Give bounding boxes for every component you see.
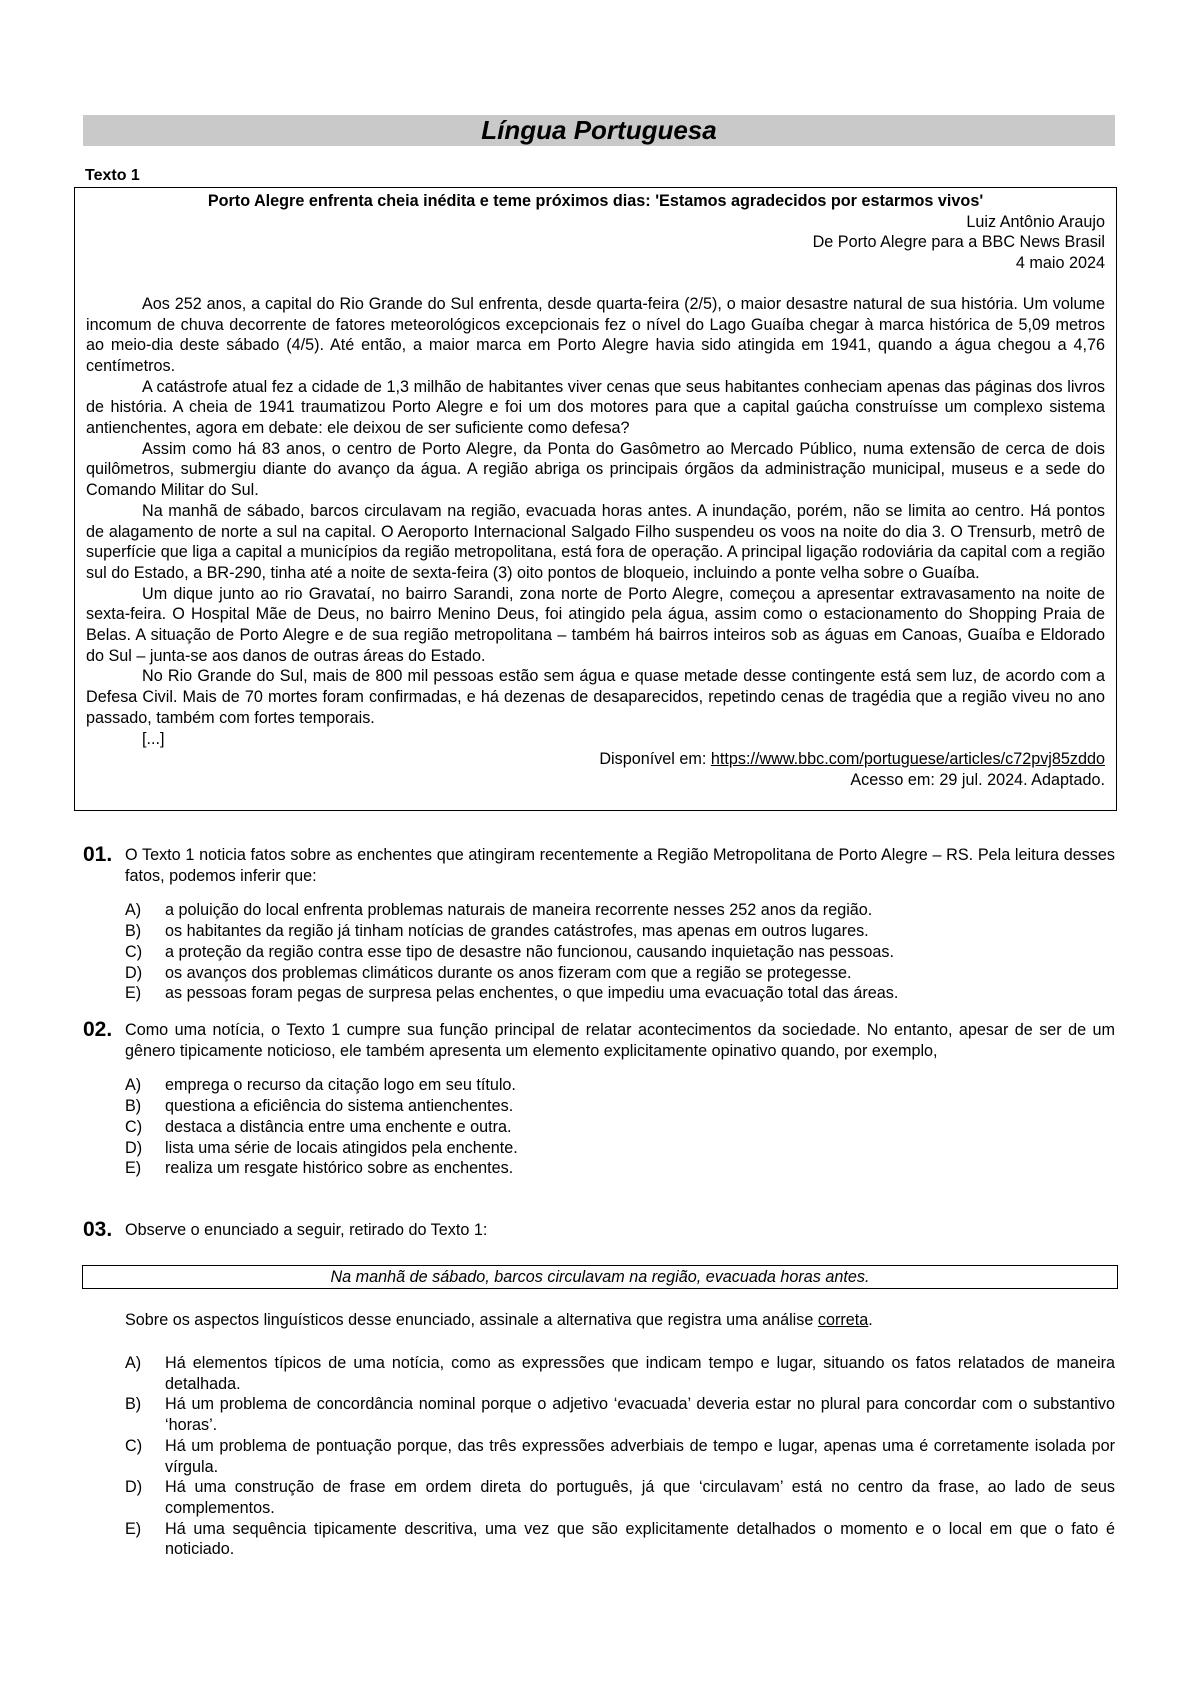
option-letter: B) (125, 922, 142, 941)
options-list (125, 900, 1115, 1004)
option-text: a proteção da região contra esse tipo de desastre não funcionou, causando inquietação nas pessoas. (165, 942, 894, 961)
question-statement: O Texto 1 noticia fatos sobre as enchentes que atingiram recentemente a Região Metropolitana de Porto Alegre – RS. Pela leitura desses fatos, podemos inferir que: (125, 846, 1115, 885)
option-text: as pessoas foram pegas de surpresa pelas enchentes, o que impediu uma evacuação total das áreas. (165, 984, 899, 1003)
option-a[interactable] (125, 900, 1115, 921)
article-box (74, 187, 1117, 811)
article-paragraph: No Rio Grande do Sul, mais de 800 mil pessoas estão sem água e quase metade desse contingente está sem luz, de acordo com a Defesa Civil. Mais de 70 mortes foram confirmadas, e há dezenas de desaparecidos, repetindo cenas de tragédia que a região viveu no ano passado, também com fortes temporais. (86, 667, 1105, 727)
article-access: Acesso em: 29 jul. 2024. Adaptado. (850, 770, 1105, 789)
options-list (125, 1075, 1115, 1179)
option-letter: A) (125, 1076, 142, 1095)
option-text: Há um problema de pontuação porque, das três expressões adverbiais de tempo e lugar, apenas uma é corretamente isolada por vírgula. (165, 1436, 1115, 1476)
question-03 (83, 1220, 1115, 1241)
option-letter: D) (125, 1138, 143, 1157)
option-text: Há um problema de concordância nominal porque o adjetivo ‘evacuada’ deveria estar no plural para concordar com o substantivo ‘horas’. (165, 1395, 1115, 1435)
question-statement: Observe o enunciado a seguir, retirado do Texto 1: (125, 1221, 488, 1239)
article-date: 4 maio 2024 (1015, 254, 1105, 273)
article-paragraph: A catástrofe atual fez a cidade de 1,3 milhão de habitantes viver cenas que seus habitantes conheciam apenas das páginas dos livros de história. A cheia de 1941 traumatizou Porto Alegre e foi um dos motores para que a capital gaúcha construísse um complexo sistema antienchentes, agora em debate: ele deixou de ser suficiente como defesa? (86, 377, 1105, 438)
option-b[interactable] (125, 921, 1115, 942)
option-text: emprega o recurso da citação logo em seu título. (165, 1076, 516, 1095)
question-number: 02. (83, 1018, 113, 1041)
option-letter: D) (125, 963, 143, 982)
option-e[interactable] (125, 1158, 1115, 1179)
instruction-emphasis: correta (817, 1311, 869, 1329)
section-title: Língua Portuguesa (83, 115, 1115, 146)
option-e[interactable] (125, 983, 1115, 1004)
question-statement: Como uma notícia, o Texto 1 cumpre sua função principal de relatar acontecimentos da sociedade. No entanto, apesar de ser de um gênero tipicamente noticioso, ele também apresenta um elemento explicitamente opinativo quando, por exemplo, (125, 1021, 1115, 1060)
option-text: realiza um resgate histórico sobre as enchentes. (165, 1159, 514, 1178)
question-number: 03. (83, 1218, 113, 1241)
option-d[interactable] (125, 963, 1115, 984)
article-ellipsis: [...] (142, 729, 165, 748)
article-author: Luiz Antônio Araujo (966, 212, 1105, 231)
option-letter: A) (125, 901, 142, 920)
option-text: lista uma série de locais atingidos pela enchente. (165, 1138, 518, 1157)
option-b[interactable] (125, 1096, 1115, 1117)
article-title: Porto Alegre enfrenta cheia inédita e teme próximos dias: 'Estamos agradecidos por estarmos vivos' (207, 192, 984, 210)
option-d[interactable] (125, 1138, 1115, 1159)
article-paragraph: Assim como há 83 anos, o centro de Porto Alegre, da Ponta do Gasômetro ao Mercado Público, numa extensão de cerca de dois quilômetros, submergiu diante do avanço da água. A região abriga os principais órgãos da administração municipal, museus e a sede do Comando Militar do Sul. (86, 439, 1105, 500)
option-text: os habitantes da região já tinham notícias de grandes catástrofes, mas apenas em outros lugares. (165, 922, 869, 941)
instruction-suffix: . (868, 1311, 873, 1329)
option-letter: C) (125, 1117, 143, 1136)
option-letter: C) (125, 942, 143, 961)
quote-box: Na manhã de sábado, barcos circulavam na região, evacuada horas antes. (82, 1265, 1118, 1289)
option-d[interactable] (125, 1477, 1115, 1518)
question-02 (83, 1020, 1115, 1179)
option-letter: B) (125, 1395, 142, 1414)
option-text: a poluição do local enfrenta problemas naturais de maneira recorrente nesses 252 anos da região. (165, 901, 873, 920)
option-b[interactable] (125, 1394, 1115, 1435)
option-text: Há uma construção de frase em ordem direta do português, já que ‘circulavam’ está no centro da frase, ao lado de seus complementos. (165, 1478, 1115, 1517)
source-prefix: Disponível em: (599, 750, 711, 769)
option-letter: A) (125, 1354, 142, 1372)
question-01 (83, 845, 1115, 1004)
option-letter: B) (125, 1097, 142, 1116)
option-c[interactable] (125, 1436, 1115, 1477)
option-text: Há uma sequência tipicamente descritiva, uma vez que são explicitamente detalhados o momento e o local em que o fato é noticiado. (165, 1519, 1115, 1559)
option-c[interactable] (125, 942, 1115, 963)
source-link[interactable]: https://www.bbc.com/portuguese/articles/c72pvj85zddo (710, 750, 1105, 769)
option-a[interactable] (125, 1353, 1115, 1394)
option-text: questiona a eficiência do sistema antienchentes. (165, 1097, 514, 1116)
option-letter: E) (125, 984, 142, 1003)
option-c[interactable] (125, 1117, 1115, 1138)
article-paragraph: Na manhã de sábado, barcos circulavam na região, evacuada horas antes. A inundação, porém, não se limita ao centro. Há pontos de alagamento de norte a sul na capital. O Aeroporto Internacional Salgado Filho suspendeu os voos na noite do dia 3. O Trensurb, metrô de superfície que liga a capital a municípios da região metropolitana, está fora de operação. A principal ligação rodoviária da capital com a região sul do Estado, a BR-290, tinha até a noite de sexta-feira (3) oito pontos de bloqueio, incluindo a ponte velha sobre o Guaíba. (86, 501, 1105, 582)
text-label: Texto 1 (85, 167, 140, 184)
option-text: os avanços dos problemas climáticos durante os anos fizeram com que a região se protegesse. (165, 963, 852, 982)
article-outlet: De Porto Alegre para a BBC News Brasil (812, 233, 1105, 252)
option-letter: E) (125, 1519, 142, 1538)
article-source (86, 749, 1105, 770)
option-text: Há elementos típicos de uma notícia, como as expressões que indicam tempo e lugar, situando os fatos relatados de maneira detalhada. (165, 1354, 1115, 1393)
article-paragraph: Aos 252 anos, a capital do Rio Grande do Sul enfrenta, desde quarta-feira (2/5), o maior desastre natural de sua história. Um volume incomum de chuva decorrente de fatores meteorológicos excepcionais fez o nível do Lago Guaíba chegar à marca histórica de 5,09 metros ao meio-dia deste sábado (4/5). Até então, a maior marca em Porto Alegre havia sido atingida em 1941, quando a água chegou a 4,76 centímetros. (86, 294, 1105, 375)
option-letter: E) (125, 1159, 142, 1178)
option-text: destaca a distância entre uma enchente e outra. (165, 1117, 512, 1136)
question-instruction (125, 1310, 1115, 1331)
instruction-text: Sobre os aspectos linguísticos desse enunciado, assinale a alternativa que registra uma análise (125, 1311, 818, 1329)
article-paragraph: Um dique junto ao rio Gravataí, no bairro Sarandi, zona norte de Porto Alegre, começou a apresentar extravasamento na noite de sexta-feira. O Hospital Mãe de Deus, no bairro Menino Deus, foi atingido pela água, assim como o estacionamento do Shopping Praia de Belas. A situação de Porto Alegre e de sua região metropolitana – também há bairros inteiros sob as águas em Canoas, Guaíba e Eldorado do Sul – junta-se aos danos de outras áreas do Estado. (86, 584, 1105, 665)
options-list (125, 1353, 1115, 1560)
option-a[interactable] (125, 1075, 1115, 1096)
question-number: 01. (83, 843, 113, 866)
option-letter: D) (125, 1478, 143, 1497)
option-e[interactable] (125, 1519, 1115, 1560)
option-letter: C) (125, 1436, 143, 1455)
